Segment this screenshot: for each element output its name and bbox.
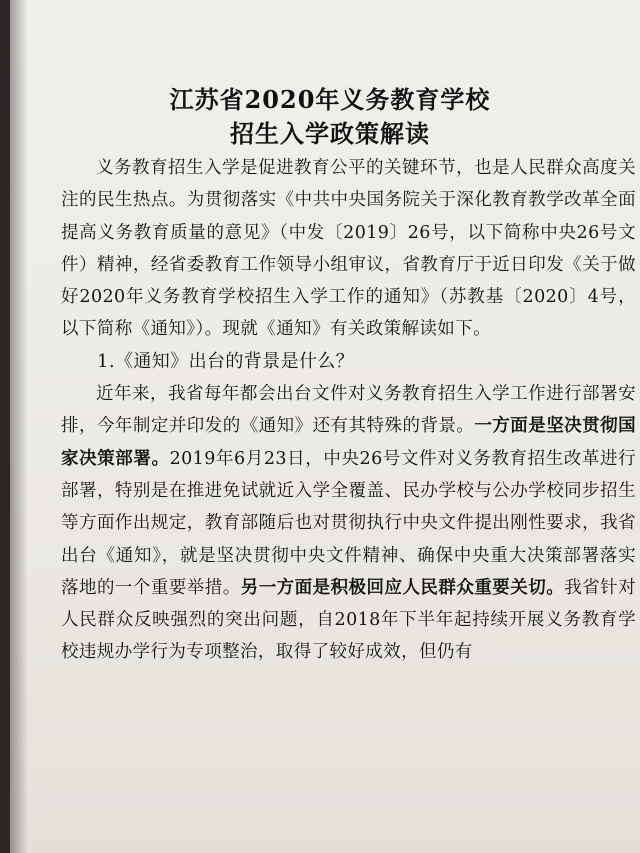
section1-bold-point1: 一方面是坚决贯彻国家决策部署。 (61, 416, 636, 469)
intro-paragraph: 义务教育招生入学是促进教育公平的关键环节，也是人民群众高度关注的民生热点。为贯彻落实《中共中央国务院关于深化教育教学改革全面提高义务教育质量的意见》（中发〔2019〕26号，以下简称中央26号文件）精神，经省委教育工作领导小组审议，省教育厅于近日印发《关于做好2020年义务教育学校招生入学工作的通知》（苏教基〔2020〕4号，以下简称《通知》）。现就《通知》有关政策解读如下。 (61, 158, 636, 340)
section1-text-part1: 近年来，我省每年都会出台文件对义务教育招生入学工作进行部署安排，今年制定并印发的《通知》还有其特殊的背景。 (61, 384, 636, 437)
document-body (61, 152, 636, 669)
section1-bold-point2: 另一方面是积极回应人民群众重要关切。 (240, 577, 565, 598)
document-title-line1: 江苏省2020年义务教育学校 (169, 85, 491, 114)
section1-text-part3: 我省针对人民群众反映强烈的突出问题，自2018年下半年起持续开展义务教育学校违规办学行为专项整治，取得了较好成效，但仍有 (61, 577, 636, 663)
section1-text-part2: 2019年6月23日，中央26号文件对义务教育招生改革进行部署，特别是在推进免试就近入学全覆盖、民办学校与公办学校同步招生等方面作出规定，教育部随后也对贯彻执行中央文件提出刚性要求，我省出台《通知》，就是坚决贯彻中央文件精神、确保中央重大决策部署落实落地的一个重要举措。 (61, 448, 636, 598)
document-title-line2: 招生入学政策解读 (230, 119, 430, 148)
document-page (10, 0, 640, 853)
section1-paragraph (61, 378, 636, 669)
section1-heading: 1.《通知》出台的背景是什么？ (97, 350, 355, 372)
